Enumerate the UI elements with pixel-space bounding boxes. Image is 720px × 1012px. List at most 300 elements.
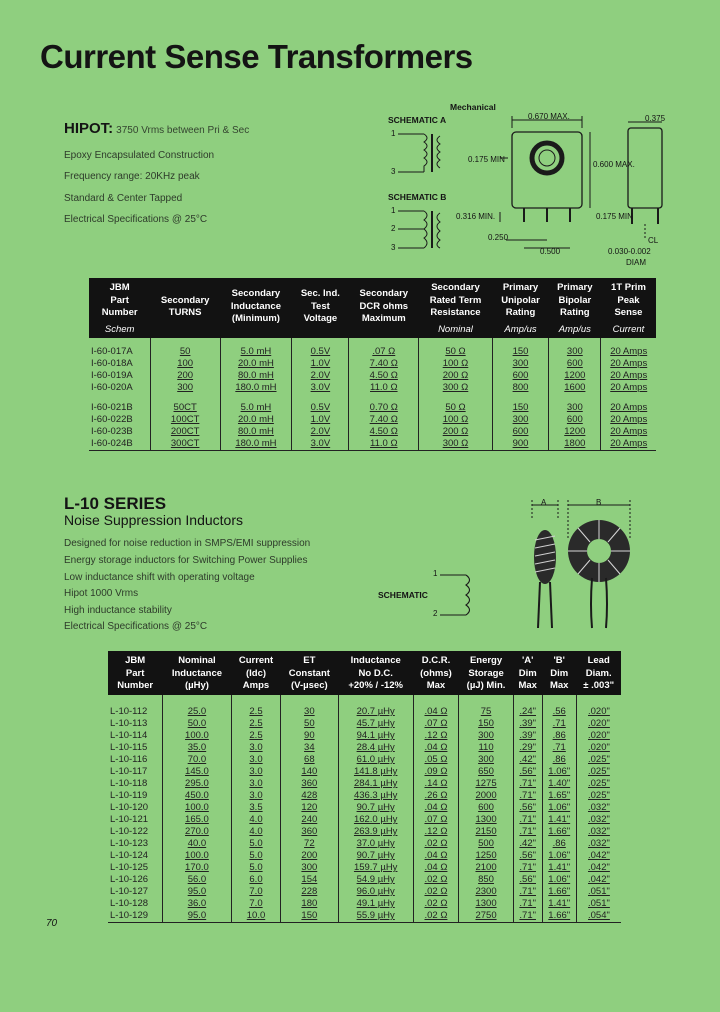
table-cell: .032" (576, 802, 621, 814)
table-cell: 37.0 µHy (338, 838, 413, 850)
header-line: Rating (560, 307, 590, 318)
table-cell: 428 (280, 790, 338, 802)
spacer-cell (513, 695, 542, 707)
table-cell: 7.0 (232, 898, 281, 910)
dim-centerline: CL (648, 236, 659, 245)
table-cell: 7.0 (232, 886, 281, 898)
table-cell: 20 Amps (601, 438, 656, 451)
spacer-cell (601, 394, 656, 402)
table-row (108, 790, 621, 802)
table-cell: 1.0V (292, 358, 349, 370)
column-header (513, 651, 542, 695)
table-cell: 100 Ω (419, 358, 493, 370)
table-cell: L-10-126 (110, 874, 149, 885)
table-cell: I-60-022B (91, 414, 133, 425)
table-cell: 4.50 Ω (349, 370, 419, 382)
table-cell: 3.0V (292, 438, 349, 451)
header-line: JBM (109, 282, 130, 293)
table-cell: 200 Ω (419, 426, 493, 438)
table-cell: 2.5 (232, 730, 281, 742)
table-cell: 300CT (150, 438, 220, 451)
table-cell: .26 Ω (413, 790, 459, 802)
table-cell: 30 (280, 706, 338, 718)
table-cell: 1300 (459, 898, 514, 910)
table-cell: 11.0 Ω (349, 382, 419, 394)
table-cell: 20.7 µHy (338, 706, 413, 718)
table-cell: 150 (492, 346, 548, 358)
table-cell: 1.65" (542, 790, 576, 802)
header-line: Resistance (430, 307, 481, 318)
table-cell: I-60-019A (91, 370, 133, 381)
table-cell: 50 (150, 346, 220, 358)
hipot-label: HIPOT: (64, 120, 114, 137)
column-header (108, 651, 162, 695)
table-cell: 2750 (459, 910, 514, 923)
table-cell: L-10-114 (110, 730, 148, 741)
table-cell: 3.0V (292, 382, 349, 394)
hipot-feature: Epoxy Encapsulated Construction (64, 150, 215, 161)
table-cell: 180 (280, 898, 338, 910)
spacer-cell (292, 338, 349, 346)
table-cell: 180.0 mH (220, 382, 292, 394)
table-cell: 2100 (459, 862, 514, 874)
table-cell: 800 (492, 382, 548, 394)
table-cell: 3.0 (232, 790, 281, 802)
table-cell: .71" (513, 778, 542, 790)
header-line: Number (117, 680, 154, 691)
table-cell: 200 Ω (419, 370, 493, 382)
header-line: (µJ) Min. (466, 680, 506, 691)
header-line: +20% / -12% (348, 680, 404, 691)
header-line: ET (303, 655, 316, 666)
table-cell: .025" (576, 790, 621, 802)
table-cell: 7.40 Ω (349, 358, 419, 370)
table-cell: .020" (576, 742, 621, 754)
table-cell: 20 Amps (601, 382, 656, 394)
table-cell: .71" (513, 790, 542, 802)
table-cell: L-10-116 (110, 754, 148, 765)
table-cell: 1.66" (542, 910, 576, 923)
pin-label: 1 (433, 569, 438, 578)
table-cell: .07 Ω (413, 814, 459, 826)
table-cell: 2.5 (232, 718, 281, 730)
table-cell: .71" (513, 814, 542, 826)
spacer-row (108, 695, 621, 707)
pin-label: 2 (391, 224, 396, 233)
table-cell: 25.0 (162, 706, 231, 718)
table-cell: .24" (513, 706, 542, 718)
l10-schematic-label: SCHEMATIC (378, 590, 428, 600)
table-cell: 94.1 µHy (338, 730, 413, 742)
spacer-cell (542, 695, 576, 707)
table-cell: 1300 (459, 814, 514, 826)
spacer-cell (549, 394, 601, 402)
table-cell: .054" (576, 910, 621, 923)
header-line: Sec. Ind. (300, 288, 340, 300)
table-cell: 50 Ω (419, 346, 493, 358)
table-cell: 159.7 µHy (338, 862, 413, 874)
table-cell: 284.1 µHy (338, 778, 413, 790)
table-row (89, 370, 656, 382)
column-header (220, 278, 292, 338)
header-line: Voltage (303, 313, 338, 325)
table-cell: .025" (576, 766, 621, 778)
header-line: Part (110, 294, 129, 306)
column-header (292, 278, 349, 338)
table-row (89, 358, 656, 370)
column-header (150, 278, 220, 338)
table-cell: 80.0 mH (220, 426, 292, 438)
table-row (108, 814, 621, 826)
table-cell: .71 (542, 742, 576, 754)
table-cell: .39" (513, 730, 542, 742)
table-cell: 360 (280, 778, 338, 790)
header-line: Rated Term (429, 294, 482, 306)
table-cell: L-10-120 (110, 802, 149, 813)
table-cell: 20 Amps (601, 402, 656, 414)
table-cell: 95.0 (162, 910, 231, 923)
table-cell: 95.0 (162, 886, 231, 898)
table-cell: .71" (513, 910, 542, 923)
header-line: Bipolar (558, 294, 592, 306)
table-cell: 650 (459, 766, 514, 778)
header-line: Maximum (361, 313, 406, 325)
table-cell: 70.0 (162, 754, 231, 766)
table-cell: L-10-112 (110, 706, 148, 717)
table-cell: 1275 (459, 778, 514, 790)
column-header (576, 651, 621, 695)
table-cell: .86 (542, 730, 576, 742)
pin-label: 1 (391, 206, 396, 215)
table-cell: 6.0 (232, 874, 281, 886)
header-line: Part (125, 667, 145, 679)
table-cell: .12 Ω (413, 826, 459, 838)
table-cell: .020" (576, 730, 621, 742)
header-line: 1T Prim (611, 282, 646, 293)
header-line: Constant (288, 667, 330, 679)
dim-b-label: B (596, 498, 602, 507)
table-row (108, 862, 621, 874)
table-cell: .14 Ω (413, 778, 459, 790)
table-row (108, 874, 621, 886)
table-cell: .86 (542, 754, 576, 766)
table-cell: 300 (150, 382, 220, 394)
table-cell: .032" (576, 826, 621, 838)
header-line: JBM (125, 655, 146, 666)
table-cell: 1.41" (542, 898, 576, 910)
header-sub: Schem (104, 323, 135, 335)
table-row (89, 438, 656, 451)
l10-table (108, 651, 621, 923)
table-cell: 56.0 (162, 874, 231, 886)
table-row (89, 426, 656, 438)
table-cell: 120 (280, 802, 338, 814)
column-header (338, 651, 413, 695)
table-cell: 1200 (549, 426, 601, 438)
table-cell: 36.0 (162, 898, 231, 910)
column-header (89, 278, 150, 338)
header-line: (Minimum) (231, 313, 280, 325)
table-cell: 49.1 µHy (338, 898, 413, 910)
table-cell: 240 (280, 814, 338, 826)
table-cell: 200CT (150, 426, 220, 438)
header-line: Diam. (585, 667, 612, 679)
table-row (108, 754, 621, 766)
table-cell: 165.0 (162, 814, 231, 826)
table-cell: L-10-115 (110, 742, 148, 753)
header-line: Energy (469, 655, 503, 666)
table-cell: .39" (513, 718, 542, 730)
table-cell: 20 Amps (601, 414, 656, 426)
table-cell: I-60-023B (91, 426, 133, 437)
table-cell: 1.40" (542, 778, 576, 790)
table-cell: 45.7 µHy (338, 718, 413, 730)
table-row (108, 706, 621, 718)
table-cell: L-10-117 (110, 766, 148, 777)
table-cell: 1.66" (542, 826, 576, 838)
table-row (89, 414, 656, 426)
table-cell: 1.06" (542, 850, 576, 862)
table-cell: 100.0 (162, 730, 231, 742)
table-cell: 100 Ω (419, 414, 493, 426)
spacer-cell (413, 695, 459, 707)
table-row (89, 382, 656, 394)
table-cell: 100.0 (162, 802, 231, 814)
table-cell: 4.50 Ω (349, 426, 419, 438)
table-cell: 900 (492, 438, 548, 451)
table-cell: .032" (576, 838, 621, 850)
table-cell: L-10-119 (110, 790, 148, 801)
dim-lead-dia: 0.030-0.002 (608, 247, 651, 256)
table-cell: 1.06" (542, 802, 576, 814)
table-cell: .07 Ω (413, 718, 459, 730)
spacer-cell (280, 695, 338, 707)
table-cell: 300 (459, 730, 514, 742)
table-cell: 1.41" (542, 862, 576, 874)
table-cell: 4.0 (232, 826, 281, 838)
table-cell: .042" (576, 862, 621, 874)
l10-feature: Energy storage inductors for Switching Power Supplies (64, 555, 308, 566)
spacer-cell (338, 695, 413, 707)
table-cell: .042" (576, 874, 621, 886)
dim-depth: 0.375 (645, 114, 666, 123)
table-cell: 50 Ω (419, 402, 493, 414)
table-cell: 5.0 mH (220, 346, 292, 358)
table-cell: 3.0 (232, 754, 281, 766)
table-cell: L-10-127 (110, 886, 149, 897)
table-cell: .71" (513, 898, 542, 910)
table-cell: .02 Ω (413, 838, 459, 850)
table-cell: 600 (549, 358, 601, 370)
table-cell: 90.7 µHy (338, 850, 413, 862)
table-row (108, 850, 621, 862)
header-line: 'A' (522, 655, 534, 666)
table-cell: 263.9 µHy (338, 826, 413, 838)
spacer-cell (150, 338, 220, 346)
table-cell: .051" (576, 886, 621, 898)
table-cell: 80.0 mH (220, 370, 292, 382)
table-cell: 300 (549, 346, 601, 358)
column-header (601, 278, 656, 338)
table-cell: 90 (280, 730, 338, 742)
table-cell: 5.0 (232, 850, 281, 862)
table-cell: 1200 (549, 370, 601, 382)
header-line: Dim (518, 667, 537, 679)
table-row (108, 910, 621, 923)
table-cell: .042" (576, 850, 621, 862)
table-cell: 3.5 (232, 802, 281, 814)
spacer-cell (162, 695, 231, 707)
spacer-cell (419, 338, 493, 346)
table-cell: L-10-118 (110, 778, 148, 789)
l10-title: L-10 SERIES (64, 494, 167, 513)
table-cell: 300 (549, 402, 601, 414)
table-cell: 5.0 (232, 838, 281, 850)
table-cell: 50.0 (162, 718, 231, 730)
table-cell: 5.0 mH (220, 402, 292, 414)
hipot-desc: 3750 Vrms between Pri & Sec (116, 125, 250, 136)
header-line: Primary (557, 282, 593, 293)
l10-inductor-drawing (532, 500, 630, 628)
header-line: Peak (617, 294, 640, 306)
spacer-cell (601, 338, 656, 346)
table-cell: 61.0 µHy (338, 754, 413, 766)
table-cell: 5.0 (232, 862, 281, 874)
table-cell: .56 (542, 706, 576, 718)
table-cell: 0.5V (292, 402, 349, 414)
table-cell: .04 Ω (413, 706, 459, 718)
current-sense-table (89, 278, 656, 451)
table-cell: 500 (459, 838, 514, 850)
spacer-cell (89, 338, 150, 346)
pin-label: 1 (391, 129, 396, 138)
dim-pin-spacing: 0.250 (488, 233, 509, 242)
header-line: DCR ohms (359, 300, 409, 312)
dim-lead-min: 0.175 MIN (596, 212, 633, 221)
table-cell: 1.06" (542, 874, 576, 886)
table-cell: L-10-113 (110, 718, 148, 729)
table-row (108, 826, 621, 838)
header-line: No D.C. (358, 667, 393, 679)
header-line: Test (310, 300, 330, 312)
table-cell: 50 (280, 718, 338, 730)
header-sub: Amp/us (504, 323, 537, 335)
hipot-feature: Frequency range: 20KHz peak (64, 171, 200, 182)
table-cell: 295.0 (162, 778, 231, 790)
table-cell: 7.40 Ω (349, 414, 419, 426)
table-row (108, 730, 621, 742)
table-cell: 11.0 Ω (349, 438, 419, 451)
dim-height: 0.600 MAX. (593, 160, 635, 169)
column-header (419, 278, 493, 338)
spacer-cell (108, 695, 162, 707)
table-cell: 300 (492, 414, 548, 426)
table-cell: 20 Amps (601, 358, 656, 370)
column-header (349, 278, 419, 338)
table-cell: 360 (280, 826, 338, 838)
table-cell: .56" (513, 766, 542, 778)
pin-label: 3 (391, 167, 396, 176)
table-cell: 100CT (150, 414, 220, 426)
table-cell: 600 (459, 802, 514, 814)
table-row (108, 898, 621, 910)
dim-width: 0.670 MAX. (528, 112, 570, 121)
table-cell: 1.66" (542, 886, 576, 898)
table-cell: 55.9 µHy (338, 910, 413, 923)
spacer-cell (349, 394, 419, 402)
table-cell: .71" (513, 862, 542, 874)
table-cell: L-10-122 (110, 826, 149, 837)
table-cell: 1.06" (542, 766, 576, 778)
table-cell: 100 (150, 358, 220, 370)
spacer-cell (419, 394, 493, 402)
table-cell: I-60-021B (91, 402, 133, 413)
header-line: D.C.R. (421, 655, 451, 666)
table-cell: 100.0 (162, 850, 231, 862)
spacer-row (89, 394, 656, 402)
table-cell: .09 Ω (413, 766, 459, 778)
table-cell: 110 (459, 742, 514, 754)
table-cell: .02 Ω (413, 898, 459, 910)
header-line: Dim (550, 667, 569, 679)
table-cell: 40.0 (162, 838, 231, 850)
table-cell: 200 (150, 370, 220, 382)
table-cell: .020" (576, 706, 621, 718)
table-row (108, 802, 621, 814)
l10-feature: Hipot 1000 Vrms (64, 588, 139, 599)
table-cell: 75 (459, 706, 514, 718)
table-cell: 2.0V (292, 370, 349, 382)
spacer-cell (349, 338, 419, 346)
table-cell: 20 Amps (601, 426, 656, 438)
header-line: (ohms) (420, 667, 452, 679)
column-header (459, 651, 514, 695)
table-cell: 10.0 (232, 910, 281, 923)
table-cell: .05 Ω (413, 754, 459, 766)
page-number: 70 (46, 918, 58, 929)
header-line: Inductance (350, 655, 401, 666)
header-sub: Current (612, 323, 645, 335)
header-line: Inductance (171, 667, 223, 679)
table-cell: .051" (576, 898, 621, 910)
header-line: ± .003" (583, 680, 615, 691)
column-header (232, 651, 281, 695)
table-cell: 2150 (459, 826, 514, 838)
spacer-row (89, 338, 656, 346)
table-cell: 436.3 µHy (338, 790, 413, 802)
header-line: Lead (587, 655, 610, 666)
table-cell: 3.0 (232, 766, 281, 778)
column-header (280, 651, 338, 695)
table-cell: L-10-125 (110, 862, 149, 873)
table-cell: .56" (513, 850, 542, 862)
l10-feature: High inductance stability (64, 605, 172, 616)
header-sub: Amp/us (558, 323, 591, 335)
table-cell: .025" (576, 754, 621, 766)
table-cell: 300 (280, 862, 338, 874)
table-cell: 850 (459, 874, 514, 886)
header-line: Max (426, 680, 446, 691)
table-cell: 1.41" (542, 814, 576, 826)
table-cell: 3.0 (232, 778, 281, 790)
header-line: Max (518, 680, 537, 691)
table-cell: 96.0 µHy (338, 886, 413, 898)
spacer-cell (150, 394, 220, 402)
hipot-feature: Standard & Center Tapped (64, 193, 183, 204)
table-cell: .71 (542, 718, 576, 730)
header-line: Storage (468, 667, 504, 679)
table-cell: .04 Ω (413, 802, 459, 814)
